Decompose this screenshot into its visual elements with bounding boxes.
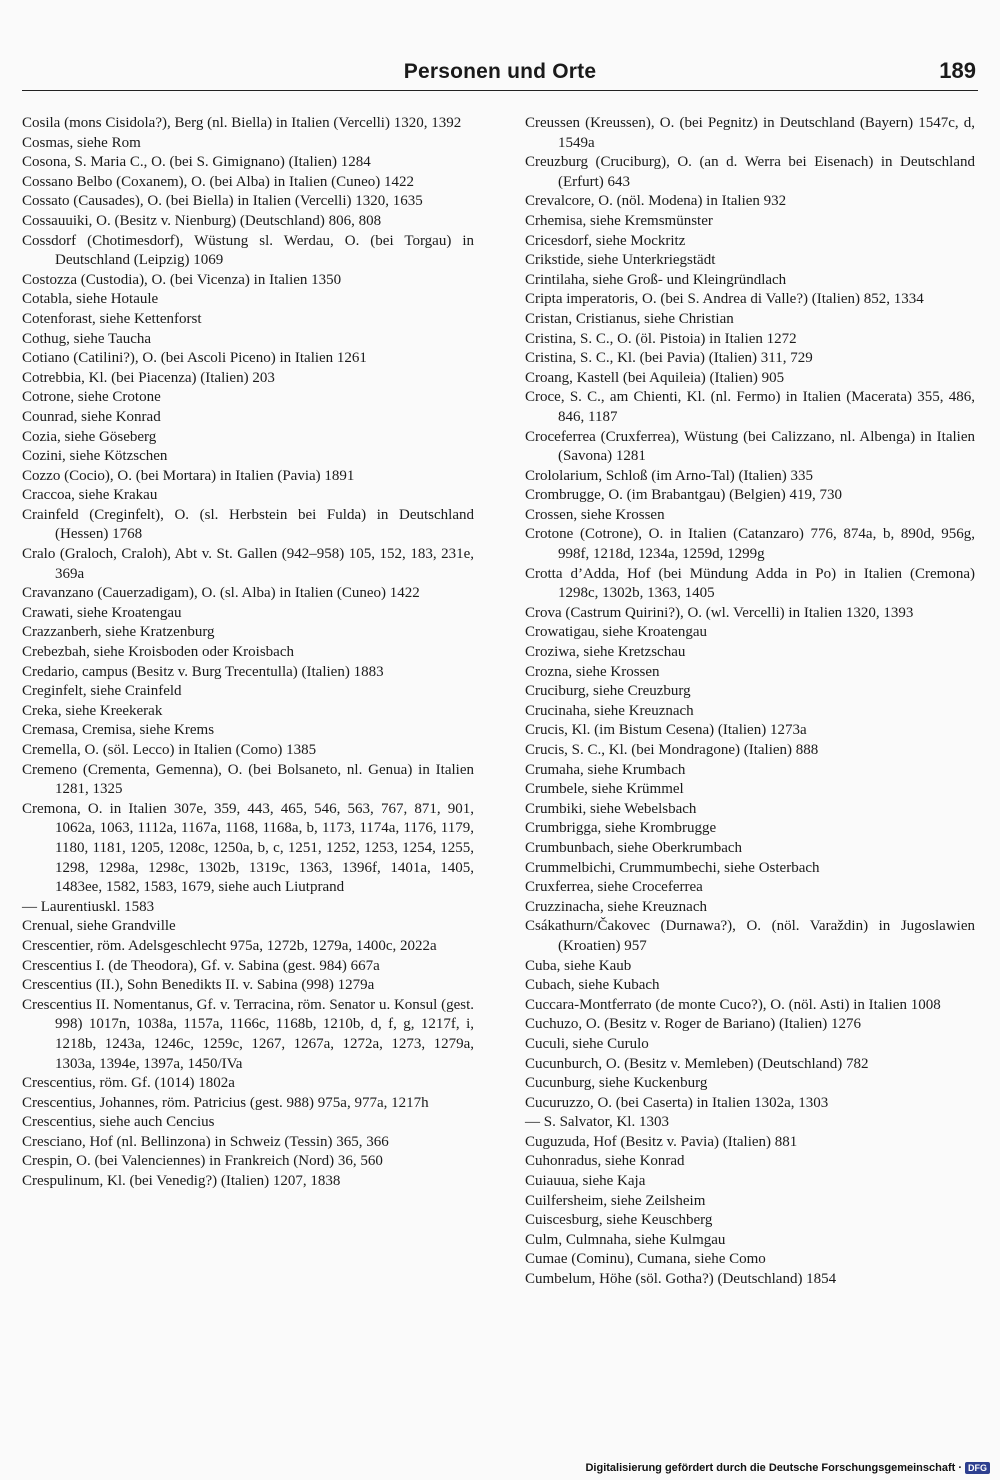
running-header [22, 56, 978, 91]
index-entry: Cotabla, siehe Hotaule [22, 291, 159, 308]
index-entry: Cucunburg, siehe Kuckenburg [525, 1075, 708, 1092]
index-entry: Crotta d’Adda, Hof (bei Mündung Adda in Po) in Italien (Cremona) 1298c, 1302b, 1363, 1405 [525, 565, 975, 602]
index-entry: Crumbunbach, siehe Oberkrumbach [525, 839, 743, 856]
index-entry: Creussen (Kreussen), O. (bei Pegnitz) in Deutschland (Bayern) 1547c, d, 1549a [525, 115, 975, 151]
index-entry: Crikstide, siehe Unterkriegstädt [525, 252, 716, 269]
index-entry: Cosmas, siehe Rom [22, 134, 141, 151]
index-entry: Crucinaha, siehe Kreuznach [525, 702, 694, 719]
index-entry: Cruciburg, siehe Creuzburg [525, 683, 691, 700]
index-entry: Crespulinum, Kl. (bei Venedig?) (Italien) 1207, 1838 [22, 1173, 341, 1190]
index-entry: Cosila (mons Cisidola?), Berg (nl. Biella) in Italien (Vercelli) 1320, 1392 [22, 115, 462, 131]
index-entry: Cosona, S. Maria C., O. (bei S. Gimignano) (Italien) 1284 [22, 154, 371, 171]
index-entry: Csákathurn/Čakovec (Durnawa?), O. (nöl. Varaždin) in Jugoslawien (Kroatien) 957 [525, 918, 975, 954]
index-entry: Cumae (Cominu), Cumana, siehe Como [525, 1251, 766, 1268]
index-entry: Crevalcore, O. (nöl. Modena) in Italien 932 [525, 193, 787, 210]
index-entry: Cripta imperatoris, O. (bei S. Andrea di Valle?) (Italien) 852, 1334 [525, 291, 924, 308]
footer-credit: Digitalisierung gefördert durch die Deutsche Forschungsgemeinschaft · [585, 1462, 962, 1474]
index-entry: Cossdorf (Chotimesdorf), Wüstung sl. Werdau, O. (bei Torgau) in Deutschland (Leipzig) 1069 [22, 232, 474, 269]
index-entry: Crainfeld (Creginfelt), O. (sl. Herbstein bei Fulda) in Deutschland (Hessen) 1768 [22, 506, 474, 543]
index-entry: Cotrebbia, Kl. (bei Piacenza) (Italien) 203 [22, 369, 275, 386]
index-column-left [22, 114, 474, 1192]
index-column-right [525, 114, 975, 1290]
index-entry: Crotone (Cotrone), O. in Italien (Catanzaro) 776, 874a, b, 890d, 956g, 998f, 1218d, 1234a, 1259d, 1299g [525, 526, 975, 563]
index-entry: Crucis, Kl. (im Bistum Cesena) (Italien) 1273a [525, 722, 807, 739]
index-entry: Crumbele, siehe Krümmel [525, 781, 684, 798]
index-entry: Crespin, O. (bei Valenciennes) in Frankreich (Nord) 36, 560 [22, 1153, 383, 1170]
index-entry: Cremasa, Cremisa, siehe Krems [22, 722, 215, 739]
index-entry: Cotrone, siehe Crotone [22, 389, 161, 406]
index-entry: Cotenforast, siehe Kettenforst [22, 310, 202, 327]
index-entry: Cuba, siehe Kaub [525, 957, 632, 974]
index-entry: Crova (Castrum Quirini?), O. (wl. Vercelli) in Italien 1320, 1393 [525, 604, 914, 621]
index-entry: Cristina, S. C., O. (öl. Pistoia) in Italien 1272 [525, 330, 797, 347]
index-entry: Cozzo (Cocio), O. (bei Mortara) in Italien (Pavia) 1891 [22, 467, 355, 484]
index-entry: Crombrugge, O. (im Brabantgau) (Belgien) 419, 730 [525, 487, 843, 504]
index-entry: Croce, S. C., am Chienti, Kl. (nl. Fermo) in Italien (Macerata) 355, 486, 846, 1187 [525, 389, 975, 425]
index-entry: Cuculi, siehe Curulo [525, 1035, 649, 1052]
index-entry: Creuzburg (Cruciburg), O. (an d. Werra bei Eisenach) in Deutschland (Erfurt) 643 [525, 154, 975, 190]
index-entry: Crumaha, siehe Krumbach [525, 761, 686, 778]
index-entry: Creka, siehe Kreekerak [22, 702, 163, 719]
index-entry: Crucis, S. C., Kl. (bei Mondragone) (Italien) 888 [525, 742, 819, 758]
index-entry: Croziwa, siehe Kretzschau [525, 644, 686, 661]
index-entry: Cuiscesburg, siehe Keuschberg [525, 1212, 713, 1229]
index-entry: Cozia, siehe Göseberg [22, 428, 157, 445]
index-entry: Crintilaha, siehe Groß- und Kleingründlach [525, 271, 787, 288]
index-entry: Cristan, Cristianus, siehe Christian [525, 310, 734, 327]
index-entry: — S. Salvator, Kl. 1303 [525, 1114, 669, 1131]
index-entry: Crescentius II. Nomentanus, Gf. v. Terracina, röm. Senator u. Konsul (gest. 998) 1017n, 1038a, 1157a, 1166c, 1168b, 1210b, d, f, g, 1217f, i, 1218b, 1243a, 1246c, 1259c, 1267, 1267a, 1272a, 1273, 1279a, 1303a, 1394e, 1397a, 1450/IVa [22, 996, 474, 1072]
dfg-logo: DFG [965, 1462, 990, 1474]
index-entry: Cuilfersheim, siehe Zeilsheim [525, 1192, 706, 1209]
index-entry: Cristina, S. C., Kl. (bei Pavia) (Italien) 311, 729 [525, 350, 813, 367]
index-entry: Cruxferrea, siehe Croceferrea [525, 879, 703, 896]
index-entry: Crololarium, Schloß (im Arno-Tal) (Italien) 335 [525, 467, 814, 484]
index-entry: Cruzzinacha, siehe Kreuznach [525, 898, 707, 915]
index-entry: Croang, Kastell (bei Aquileia) (Italien) 905 [525, 369, 785, 386]
index-entry: Cralo (Graloch, Craloh), Abt v. St. Gallen (942–958) 105, 152, 183, 231e, 369a [22, 546, 474, 582]
index-entry: Cremona, O. in Italien 307e, 359, 443, 465, 546, 563, 767, 871, 901, 1062a, 1063, 1112a, 1167a, 1168, 1168a, b, 1173, 1174a, 1176, 1179, 1180, 1181, 1205, 1208c, 1250a, b, c, 1251, 1252, 1253, 1254, 1255, 1298, 1298a, 1298c, 1302b, 1319c, 1363, 1396f, 1401a, 1405, 1483ee, 1582, 1583, 1679, siehe auch Liutprand [22, 800, 474, 896]
index-entry: Crescentius, röm. Gf. (1014) 1802a [22, 1075, 235, 1092]
index-entry: Cuguzuda, Hof (Besitz v. Pavia) (Italien) 881 [525, 1133, 798, 1150]
index-entry: Craccoa, siehe Krakau [22, 487, 158, 504]
index-entry: Cuchuzo, O. (Besitz v. Roger de Bariano) (Italien) 1276 [525, 1016, 862, 1033]
footer [585, 1462, 990, 1474]
index-entry: Crescentius, Johannes, röm. Patricius (gest. 988) 975a, 977a, 1217h [22, 1094, 429, 1111]
index-entry: Crescentius (II.), Sohn Benedikts II. v. Sabina (998) 1279a [22, 977, 375, 994]
index-entry: Crummelbichi, Crummumbechi, siehe Osterbach [525, 859, 820, 876]
index-entry: Cossano Belbo (Coxanem), O. (bei Alba) in Italien (Cuneo) 1422 [22, 173, 415, 190]
index-entry: Cumbelum, Höhe (söl. Gotha?) (Deutschland) 1854 [525, 1271, 837, 1288]
index-entry: Crumbiki, siehe Webelsbach [525, 800, 697, 817]
index-entry: Cuiauua, siehe Kaja [525, 1173, 646, 1190]
index-entry: Crumbrigga, siehe Krombrugge [525, 820, 717, 837]
index-entry: Costozza (Custodia), O. (bei Vicenza) in Italien 1350 [22, 271, 342, 288]
index-entry: Cothug, siehe Taucha [22, 330, 152, 347]
index-entry: Crazzanberh, siehe Kratzenburg [22, 624, 215, 641]
index-entry: Crescentius, siehe auch Cencius [22, 1114, 215, 1131]
index-entry: Crenual, siehe Grandville [22, 918, 176, 935]
index-entry: Cricesdorf, siehe Mockritz [525, 232, 686, 249]
index-entry: Crebezbah, siehe Kroisboden oder Kroisbach [22, 644, 294, 661]
index-entry: Cozini, siehe Kötzschen [22, 448, 168, 465]
index-entry: Cucuruzzo, O. (bei Caserta) in Italien 1302a, 1303 [525, 1094, 829, 1111]
index-entry: Cremeno (Crementa, Gemenna), O. (bei Bolsaneto, nl. Genua) in Italien 1281, 1325 [22, 761, 474, 798]
index-entry: Cucunburch, O. (Besitz v. Memleben) (Deutschland) 782 [525, 1055, 869, 1072]
index-entry: Cossato (Causades), O. (bei Biella) in Italien (Vercelli) 1320, 1635 [22, 193, 423, 210]
index-entry: Creginfelt, siehe Crainfeld [22, 683, 182, 700]
index-entry: Crawati, siehe Kroatengau [22, 604, 182, 621]
index-entry: Crhemisa, siehe Kremsmünster [525, 212, 713, 229]
index-entry: Crescentius I. (de Theodora), Gf. v. Sabina (gest. 984) 667a [22, 957, 380, 974]
index-entry: Cravanzano (Cauerzadigam), O. (sl. Alba) in Italien (Cuneo) 1422 [22, 585, 420, 602]
index-entry: Cubach, siehe Kubach [525, 977, 660, 994]
index-entry: Crowatigau, siehe Kroatengau [525, 624, 708, 641]
index-entry: Cotiano (Catilini?), O. (bei Ascoli Piceno) in Italien 1261 [22, 350, 367, 367]
index-entry: Credario, campus (Besitz v. Burg Trecentulla) (Italien) 1883 [22, 663, 384, 680]
index-entry: Cremella, O. (söl. Lecco) in Italien (Como) 1385 [22, 742, 317, 758]
index-entry: Cresciano, Hof (nl. Bellinzona) in Schweiz (Tessin) 365, 366 [22, 1133, 389, 1150]
index-entry: Cossauuiki, O. (Besitz v. Nienburg) (Deutschland) 806, 808 [22, 212, 382, 229]
page-number: 189 [939, 58, 976, 83]
index-entry: — Laurentiuskl. 1583 [22, 898, 155, 915]
index-entry: Counrad, siehe Konrad [22, 408, 161, 425]
index-entry: Culm, Culmnaha, siehe Kulmgau [525, 1231, 726, 1248]
index-entry: Croceferrea (Cruxferrea), Wüstung (bei Calizzano, nl. Albenga) in Italien (Savona) 1281 [525, 428, 975, 465]
index-entry: Crozna, siehe Krossen [525, 663, 660, 680]
index-entry: Cuhonradus, siehe Konrad [525, 1153, 685, 1170]
index-entry: Cuccara-Montferrato (de monte Cuco?), O. (nöl. Asti) in Italien 1008 [525, 996, 941, 1013]
page-title: Personen und Orte [403, 60, 597, 83]
index-entry: Crossen, siehe Krossen [525, 506, 665, 523]
index-entry: Crescentier, röm. Adelsgeschlecht 975a, 1272b, 1279a, 1400c, 2022a [22, 937, 437, 954]
